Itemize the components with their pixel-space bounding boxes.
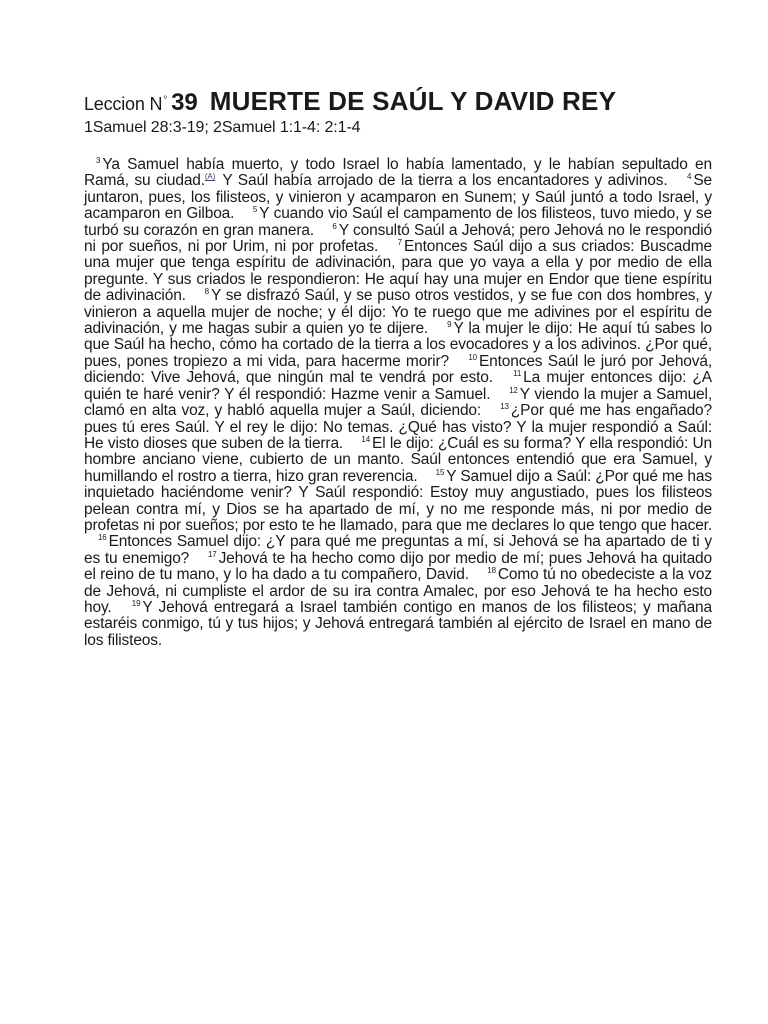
verse-text: Y consultó Saúl a Jehová; pero Jehová no le respondió ni por sueños, ni por Urim, ni por profetas. xyxy=(84,221,712,256)
verse-text: Y Jehová entregará a Israel también contigo en manos de los filisteos; y mañana estaréis conmigo, tú y tus hijos; y Jehová entregará también al ejército de Israel en mano de los filisteos. xyxy=(84,598,712,649)
lesson-label xyxy=(84,95,167,113)
verse-text: La mujer entonces dijo: ¿A quién te haré venir? Y él respondió: Hazme venir a Samuel. xyxy=(84,369,712,403)
verse-text: Entonces Samuel dijo: ¿Y para qué me preguntas a mí, si Jehová se ha apartado de ti y es tu enemigo? xyxy=(84,533,712,567)
verse-text: Se juntaron, pues, los filisteos, y vinieron y acamparon en Sunem; y Saúl juntó a todo Israel, y acamparon en Gilboa. xyxy=(84,172,712,223)
verse-number: 18 xyxy=(487,566,496,576)
verse-number: 6 xyxy=(332,221,337,231)
verse-text: Y viendo la mujer a Samuel, clamó en alta voz, y habló aquella mujer a Saúl, diciendo: xyxy=(84,385,712,420)
verse-number: 13 xyxy=(500,402,509,412)
verse-text: Y la mujer le dijo: He aquí tú sabes lo que Saúl ha hecho, cómo ha cortado de la tierra a los evocadores y a los adivinos. ¿Por qué, pues, pones tropiezo a mi vida, para hacerme morir? xyxy=(84,320,712,370)
verse-number: 17 xyxy=(207,549,217,559)
verse-number: 15 xyxy=(435,467,445,477)
verse-text: Ya Samuel había muerto, y todo Israel lo había lamentado, y le habían sepultado en Ramá, su ciudad. xyxy=(84,156,712,190)
lesson-degree: ° xyxy=(163,95,168,106)
verse-number: 3 xyxy=(96,156,101,165)
verse-text: Entonces Saúl le juró por Jehová, diciendo: Vive Jehová, que ningún mal te vendrá por esto. xyxy=(84,352,712,387)
footnote-link[interactable]: (A) xyxy=(204,172,216,182)
lesson-heading xyxy=(84,88,712,115)
verse-number: 8 xyxy=(204,287,209,297)
scripture-references: 1Samuel 28:3-19; 2Samuel 1:1-4: 2:1-4 xyxy=(84,119,361,136)
verse-text: El le dijo: ¿Cuál es su forma? Y ella respondió: Un hombre anciano viene, cubierto de un manto. Saúl entonces entendió que era Samuel, y humillando el rostro a tierra, hizo gran reverencia. xyxy=(84,434,712,485)
verse-number: 4 xyxy=(687,172,692,182)
verse-number: 7 xyxy=(397,238,402,248)
lesson-number: 39 xyxy=(171,89,198,116)
verse-number: 11 xyxy=(513,369,522,379)
lesson-title: MUERTE DE SAÚL Y DAVID REY xyxy=(209,86,617,116)
verse-text: Y Samuel dijo a Saúl: ¿Por qué me has inquietado haciéndome venir? Y Saúl respondió: Estoy muy angustiado, pues los filisteos pelean contra mí, y Dios se ha apartado de mí, y no me responde más, ni por medio de profetas ni por sueños; por esto te he llamado, para que me declares lo que tengo que hacer. xyxy=(84,467,712,534)
verse-number: 10 xyxy=(468,352,477,362)
verse-text: Entonces Saúl dijo a sus criados: Buscadme una mujer que tenga espíritu de adivinación, para que yo vaya a ella y por medio de ella pregunte. Y sus criados le respondieron: He aquí hay una mujer en Endor que tiene espíritu de adivinación. xyxy=(84,238,712,305)
verse-text: Y Saúl había arrojado de la tierra a los encantadores y adivinos. xyxy=(217,172,668,190)
scripture-passage xyxy=(84,157,712,649)
verse-number: 12 xyxy=(509,385,518,395)
verse-text: Y cuando vio Saúl el campamento de los filisteos, tuvo miedo, y se turbó su corazón en gran manera. xyxy=(84,205,712,239)
document-page xyxy=(84,88,712,665)
verse-number: 5 xyxy=(252,205,258,215)
verse-number: 16 xyxy=(98,533,107,543)
verse-text: ¿Por qué me has engañado? pues tú eres Saúl. Y el rey le dijo: No temas. ¿Qué has visto? Y la mujer respondió a Saúl: He visto dioses que suben de la tierra. xyxy=(84,402,712,452)
lesson-label-text: Leccion N xyxy=(84,94,163,114)
verse-number: 14 xyxy=(361,434,371,444)
verse-number: 19 xyxy=(131,598,141,608)
verse-number: 9 xyxy=(447,320,452,330)
verse-text: Jehová te ha hecho como dijo por medio de mí; pues Jehová ha quitado el reino de tu mano, y lo ha dado a tu compañero, David. xyxy=(84,549,713,584)
verse-text: Y se disfrazó Saúl, y se puso otros vestidos, y se fue con dos hombres, y vinieron a aquella mujer de noche; y él dijo: Yo te ruego que me adivines por el espíritu de adivinación, y me hagas subir a quien yo te dijere. xyxy=(84,287,712,338)
verse-text: Como tú no obedeciste a la voz de Jehová, ni cumpliste el ardor de su ira contra Amalec, por eso Jehová te ha hecho esto hoy. xyxy=(84,566,712,616)
